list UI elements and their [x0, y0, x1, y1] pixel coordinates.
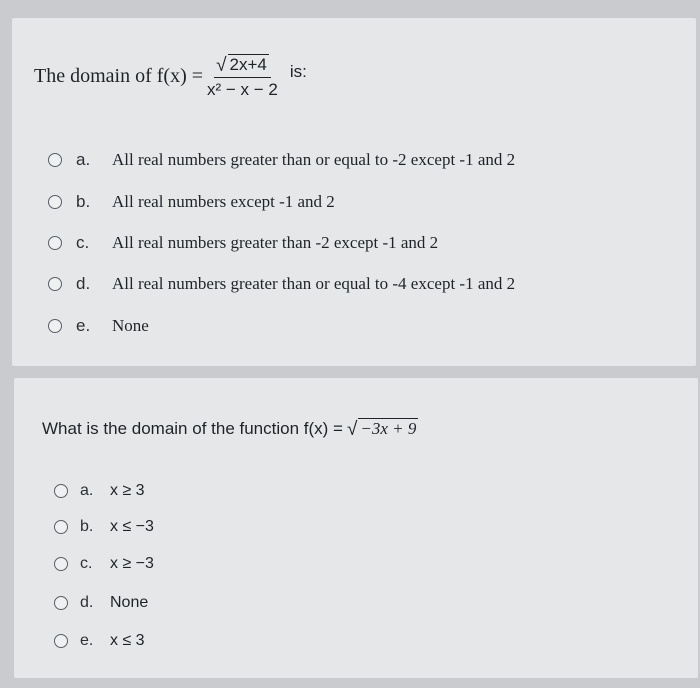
- q1-option-d[interactable]: [48, 274, 515, 294]
- option-letter: c.: [80, 555, 93, 572]
- radio-button[interactable]: [48, 277, 62, 291]
- radio-button[interactable]: [54, 484, 68, 498]
- fraction-denominator: x² − x − 2: [207, 79, 278, 99]
- radio-button[interactable]: [54, 634, 68, 648]
- q2-option-b[interactable]: [54, 518, 154, 536]
- option-letter: a.: [80, 482, 94, 499]
- radio-button[interactable]: [48, 195, 62, 209]
- q1-option-e[interactable]: [48, 316, 149, 336]
- radio-button[interactable]: [48, 236, 62, 250]
- radicand: 2x+4: [229, 55, 267, 74]
- option-text: All real numbers except -1 and 2: [112, 192, 335, 211]
- option-text: x ≤ −3: [110, 518, 154, 535]
- option-text: All real numbers greater than or equal to -2 except -1 and 2: [112, 150, 516, 169]
- radio-button[interactable]: [54, 557, 68, 571]
- sqrt-expression: [347, 418, 418, 439]
- option-text: None: [110, 594, 149, 611]
- option-text: All real numbers greater than -2 except -1 and 2: [112, 233, 439, 252]
- fraction: [207, 54, 278, 100]
- option-letter: a.: [76, 150, 91, 169]
- option-letter: b.: [76, 192, 91, 211]
- question-2-card: [14, 378, 698, 678]
- q2-option-d[interactable]: [54, 594, 148, 612]
- option-letter: b.: [80, 518, 94, 535]
- sqrt-icon: √: [216, 54, 227, 76]
- radio-button[interactable]: [48, 153, 62, 167]
- option-letter: d.: [80, 594, 94, 611]
- radicand: −3x + 9: [360, 419, 417, 438]
- option-text: None: [112, 316, 149, 335]
- q2-option-a[interactable]: [54, 482, 145, 500]
- question-1-prefix: The domain of f(x) =: [34, 65, 204, 88]
- sqrt-icon: √: [346, 418, 358, 440]
- option-letter: e.: [80, 632, 94, 649]
- option-text: x ≥ −3: [110, 555, 154, 572]
- option-letter: e.: [76, 316, 91, 335]
- q1-option-a[interactable]: [48, 150, 515, 170]
- option-text: x ≤ 3: [110, 632, 145, 649]
- question-2-prompt: [42, 418, 418, 439]
- question-1-card: [12, 18, 696, 366]
- question-1-prompt: [34, 54, 307, 100]
- radio-button[interactable]: [48, 319, 62, 333]
- q2-option-c[interactable]: [54, 555, 154, 573]
- option-letter: d.: [76, 274, 91, 293]
- option-text: x ≥ 3: [110, 482, 145, 499]
- option-letter: c.: [76, 233, 90, 252]
- option-text: All real numbers greater than or equal to -4 except -1 and 2: [112, 274, 516, 293]
- question-1-suffix: is:: [289, 61, 307, 81]
- sqrt-expression: [216, 54, 269, 75]
- q1-option-c[interactable]: [48, 233, 438, 253]
- fraction-numerator: [214, 54, 271, 78]
- radio-button[interactable]: [54, 596, 68, 610]
- question-2-text: What is the domain of the function f(x) =: [42, 418, 343, 438]
- radio-button[interactable]: [54, 520, 68, 534]
- q2-option-e[interactable]: [54, 632, 145, 650]
- q1-option-b[interactable]: [48, 192, 335, 212]
